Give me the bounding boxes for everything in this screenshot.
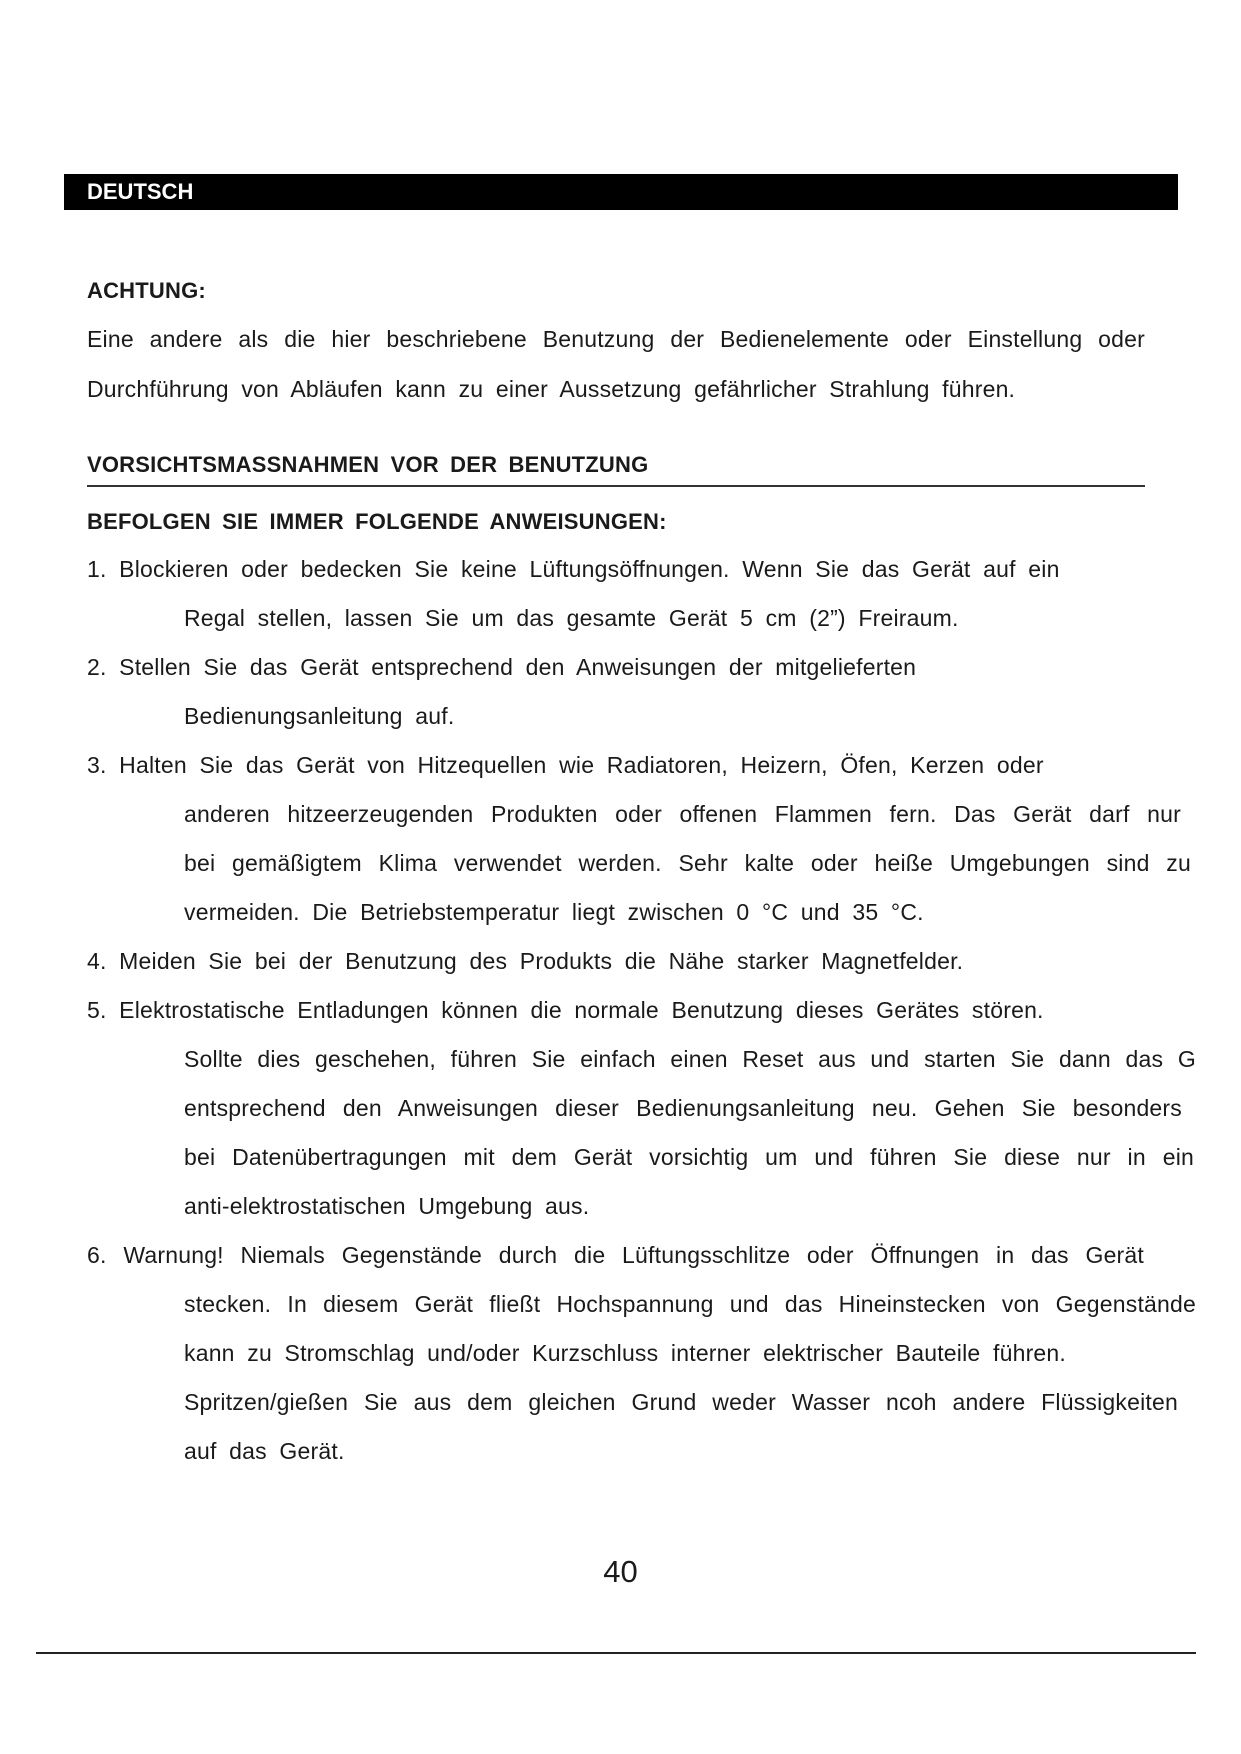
- page-number: 40: [603, 1554, 638, 1589]
- warning-title: ACHTUNG:: [87, 278, 206, 303]
- list-item-2-line-1: 2. Stellen Sie das Gerät entsprechend den Anweisungen der mitgelieferten: [87, 654, 917, 680]
- list-item-6-line-1: 6. Warnung! Niemals Gegenstände durch die Lüftungsschlitze oder Öffnungen in das Gerät: [87, 1242, 1144, 1268]
- list-item-6-line-3: kann zu Stromschlag und/oder Kurzschluss interner elektrischer Bauteile führen.: [184, 1340, 1066, 1366]
- list-item-4-line-1: 4. Meiden Sie bei der Benutzung des Produkts die Nähe starker Magnetfelder.: [87, 948, 964, 974]
- list-item-1-line-2: Regal stellen, lassen Sie um das gesamte Gerät 5 cm (2”) Freiraum.: [184, 605, 959, 631]
- list-item-3-line-1: 3. Halten Sie das Gerät von Hitzequellen wie Radiatoren, Heizern, Öfen, Kerzen oder: [87, 752, 1044, 778]
- list-item-5-line-1: 5. Elektrostatische Entladungen können die normale Benutzung dieses Gerätes stören.: [87, 997, 1044, 1023]
- list-item-6-line-2: stecken. In diesem Gerät fließt Hochspannung und das Hineinstecken von Gegenstände: [184, 1291, 1196, 1317]
- list-item-2-line-2: Bedienungsanleitung auf.: [184, 703, 455, 729]
- list-item-3-line-4: vermeiden. Die Betriebstemperatur liegt zwischen 0 °C und 35 °C.: [184, 899, 924, 925]
- section-divider: [87, 485, 1145, 487]
- list-item-5-line-3: entsprechend den Anweisungen dieser Bedienungsanleitung neu. Gehen Sie besonders: [184, 1095, 1182, 1121]
- list-item-3-line-2: anderen hitzeerzeugenden Produkten oder offenen Flammen fern. Das Gerät darf nur: [184, 801, 1181, 827]
- section-heading: VORSICHTSMASSNAHMEN VOR DER BENUTZUNG: [87, 452, 649, 477]
- list-item-1-line-1: 1. Blockieren oder bedecken Sie keine Lüftungsöffnungen. Wenn Sie das Gerät auf ein: [87, 556, 1060, 582]
- list-item-5-line-5: anti-elektrostatischen Umgebung aus.: [184, 1193, 590, 1219]
- list-item-5-line-2: Sollte dies geschehen, führen Sie einfach einen Reset aus und starten Sie dann das G: [184, 1046, 1196, 1072]
- list-item-5-line-4: bei Datenübertragungen mit dem Gerät vorsichtig um und führen Sie diese nur in ein: [184, 1144, 1194, 1170]
- instructions-subheading: BEFOLGEN SIE IMMER FOLGENDE ANWEISUNGEN:: [87, 509, 667, 534]
- warning-text-line-1: Eine andere als die hier beschriebene Benutzung der Bedienelemente oder Einstellung oder: [87, 326, 1145, 352]
- language-label: DEUTSCH: [87, 179, 194, 204]
- footer-divider: [36, 1652, 1196, 1654]
- warning-text-line-2: Durchführung von Abläufen kann zu einer Aussetzung gefährlicher Strahlung führen.: [87, 376, 1016, 402]
- list-item-6-line-5: auf das Gerät.: [184, 1438, 345, 1464]
- list-item-6-line-4: Spritzen/gießen Sie aus dem gleichen Grund weder Wasser ncoh andere Flüssigkeiten: [184, 1389, 1178, 1415]
- list-item-3-line-3: bei gemäßigtem Klima verwendet werden. Sehr kalte oder heiße Umgebungen sind zu: [184, 850, 1191, 876]
